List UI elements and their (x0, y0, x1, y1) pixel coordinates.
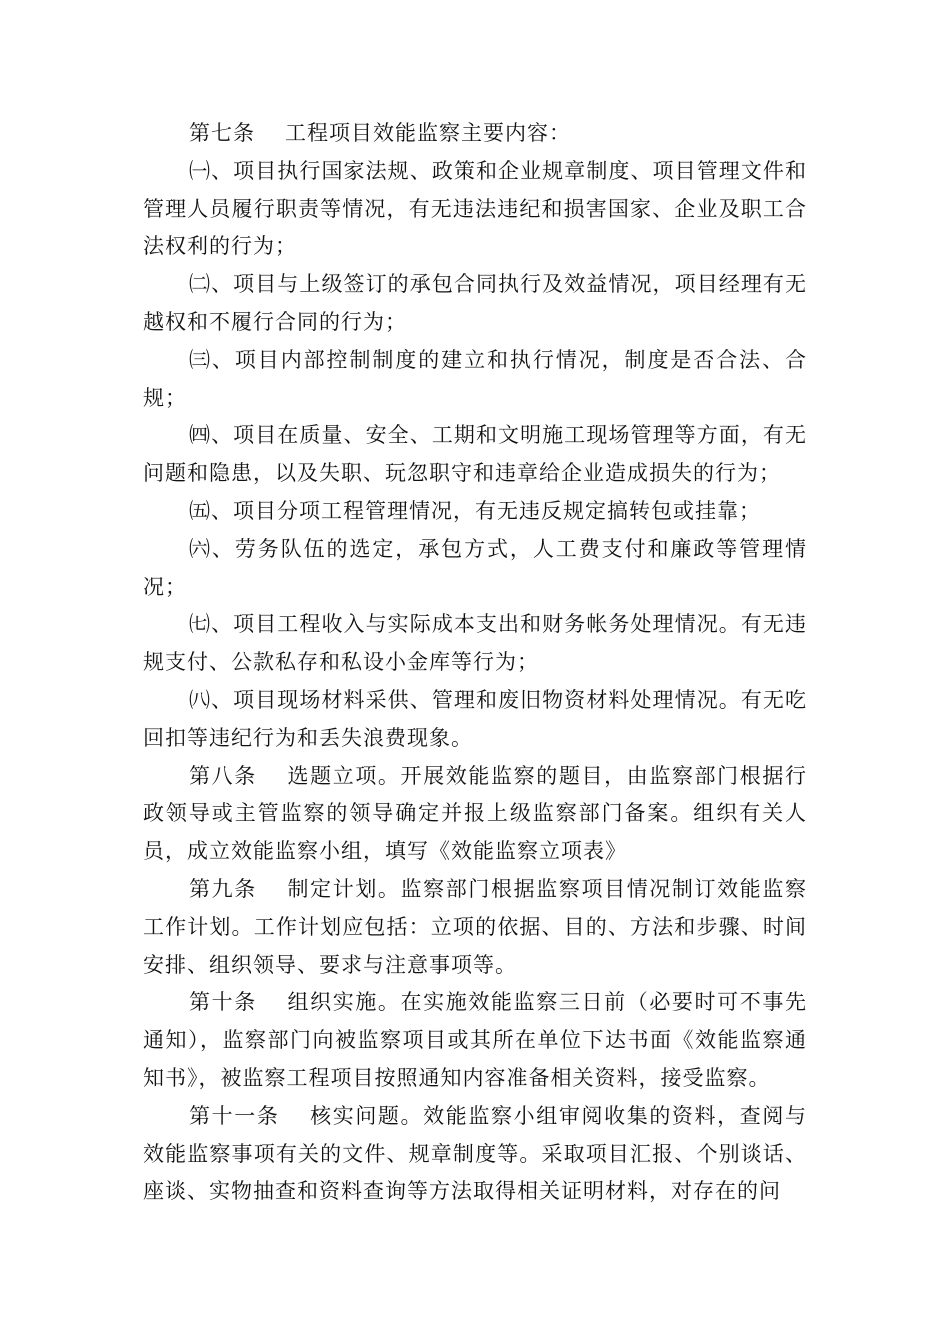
list-item-6: ㈥、劳务队伍的选定，承包方式，人工费支付和廉政等管理情况； (143, 536, 807, 599)
article-number: 第九条 (189, 876, 257, 901)
article-number: 第十条 (189, 990, 257, 1015)
list-item-8: ㈧、项目现场材料采供、管理和废旧物资材料处理情况。有无吃回扣等违纪行为和丢失浪费现象。 (143, 687, 807, 750)
paragraph-text: 制定计划。监察部门根据监察项目情况制订效能监察工作计划。工作计划应包括：立项的依据、目的、方法和步骤、时间安排、组织领导、要求与注意事项等。 (143, 876, 808, 977)
paragraph-article-8 (143, 758, 807, 871)
list-item-2: ㈡、项目与上级签订的承包合同执行及效益情况，项目经理有无越权和不履行合同的行为； (143, 272, 807, 334)
paragraph-text: 工程项目效能监察主要内容： (285, 121, 571, 145)
list-item-4: ㈣、项目在质量、安全、工期和文明施工现场管理等方面，有无问题和隐患，以及失职、玩忽职守和违章给企业造成损失的行为； (143, 423, 807, 486)
paragraph-text: 核实问题。效能监察小组审阅收集的资料，查阅与效能监察事项有关的文件、规章制度等。采取项目汇报、个别谈话、座谈、实物抽查和资料查询等方法取得相关证明材料，对存在的问 (143, 1103, 808, 1204)
paragraph-article-9 (143, 871, 807, 984)
article-number: 第十一条 (189, 1103, 280, 1128)
paragraph-text: 组织实施。在实施效能监察三日前（必要时可不事先通知），监察部门向被监察项目或其所在单位下达书面《效能监察通知书》，被监察工程项目按照通知内容准备相关资料，接受监察。 (143, 990, 808, 1090)
paragraph-article-10 (143, 984, 807, 1097)
list-item-3: ㈢、项目内部控制制度的建立和执行情况，制度是否合法、合规； (143, 347, 807, 410)
article-number: 第七条 (189, 121, 255, 145)
article-number: 第八条 (189, 763, 257, 788)
list-item-1: ㈠、项目执行国家法规、政策和企业规章制度、项目管理文件和管理人员履行职责等情况，有无违法违纪和损害国家、企业及职工合法权利的行为； (143, 158, 807, 259)
paragraph-article-7 (143, 115, 807, 153)
document-page (143, 115, 807, 1211)
list-item-5: ㈤、项目分项工程管理情况，有无违反规定搞转包或挂靠； (189, 498, 761, 523)
paragraph-text: 选题立项。开展效能监察的题目，由监察部门根据行政领导或主管监察的领导确定并报上级监察部门备案。组织有关人员，成立效能监察小组，填写《效能监察立项表》 (143, 763, 808, 864)
list-item-7: ㈦、项目工程收入与实际成本支出和财务帐务处理情况。有无违规支付、公款私存和私设小金库等行为； (143, 612, 807, 675)
paragraph-article-11 (143, 1098, 807, 1211)
